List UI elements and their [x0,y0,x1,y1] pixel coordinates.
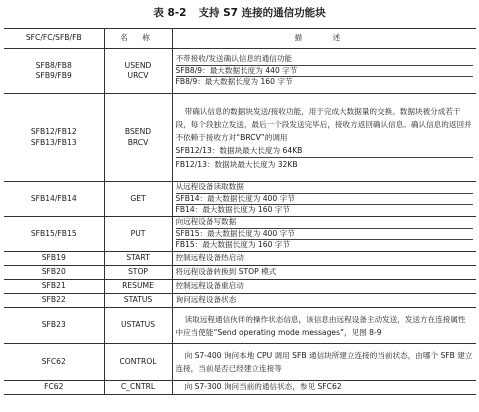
description-line: 控制远程设备重启动 [172,280,476,294]
block-name: STOP [104,266,172,280]
description-line: FB15：最大数据长度为 160 字节 [175,240,290,250]
description-line: FB8/9：最大数据长度为 160 字节 [175,77,293,87]
block-id: SFB23 [4,308,104,344]
block-id: SFB20 [4,266,104,280]
block-cell [4,49,104,94]
table-row [4,280,476,294]
description-line: FB14：最大数据长度为 160 字节 [175,205,290,215]
block-id: SFB14/FB14 [30,193,77,203]
block-name: GET [130,193,146,203]
description-line: 不带接收/发送确认信息的通信功能 [176,54,474,66]
block-id: SFB15/FB15 [30,228,77,238]
description-line: SFB12/13：数据块最大长度为 64KB [176,144,474,158]
block-id: SFB8/FB8 [35,60,72,70]
description-line: SFB14：最大数据长度为 400 字节 [176,194,474,206]
table-number: 表 8-2 [153,7,187,19]
block-name: C_CNTRL [104,381,172,395]
block-name: STATUS [104,294,172,308]
description-paragraph: 带确认信息的数据块发送/接收功能，用于完成大数据量的交换。数据块被分成若干段，每个段独立发送，最后一个段发送完毕后，接收方返回确认信息。确认信息的返回并不依赖于接收方对“BRCV”的调用 [175,106,472,142]
table-row [4,49,476,94]
block-name: URCV [127,71,149,80]
communication-function-table [4,28,476,395]
description-line: SFB8/9：最大数据长度为 440 字节 [176,66,474,78]
description-cell [172,217,476,252]
block-cell [4,182,104,217]
table-row [4,308,476,344]
block-id: SFB13/FB13 [30,137,77,147]
table-title: 支持 S7 连接的通信功能块 [198,7,326,19]
block-id: SFB9/FB9 [35,71,72,80]
name-cell [104,94,172,182]
description-line: 控制远程设备热启动 [172,252,476,266]
description-cell [172,344,476,381]
table-row [4,217,476,252]
description-cell [172,49,476,94]
block-id: FC62 [4,381,104,395]
description-line: 向 S7-300 询问当前的通信状态，参见 SFC62 [172,381,476,395]
block-name: PUT [130,228,146,238]
table-row [4,294,476,308]
table-row [4,266,476,280]
table-caption [0,2,479,24]
block-name: USEND [124,60,152,70]
description-paragraph: 读取远程通信伙伴的操作状态信息，该信息由远程设备主动发送，发送方在连接属性中应当使能“Send operating mode messages”，见图 8-9 [175,314,466,337]
table-row [4,252,476,266]
block-id: SFC62 [4,344,104,381]
description-line: 将远程设备转换到 STOP 模式 [172,266,476,280]
block-name: USTATUS [104,308,172,344]
header-block: SFC/FC/SFB/FB [4,29,104,49]
description-line: 向远程设备写数据 [176,217,474,229]
block-id: SFB21 [4,280,104,294]
description-line: SFB15：最大数据长度为 400 字节 [176,229,474,241]
description-line: 从远程设备读取数据 [176,182,474,194]
block-name: RESUME [104,280,172,294]
block-name: BSEND [124,127,152,136]
description-cell [172,182,476,217]
block-name: CONTROL [104,344,172,381]
name-cell [104,182,172,217]
name-cell [104,217,172,252]
description-paragraph: 向 S7-400 询问本地 CPU 调用 SFB 通信块所建立连接的当前状态，由哪个 SFB 建立连接，当前是否已经建立连接等 [175,351,473,373]
block-cell [4,94,104,182]
description-line: FB12/13：数据块最大长度为 32KB [175,159,298,169]
block-cell [4,217,104,252]
block-name: START [104,252,172,266]
header-description: 描 述 [172,29,476,49]
header-name: 名 称 [104,29,172,49]
block-id: SFB19 [4,252,104,266]
table-row [4,381,476,395]
description-cell [172,308,476,344]
block-name: BRCV [127,137,149,147]
table-row [4,344,476,381]
description-line: 询问远程设备状态 [172,294,476,308]
name-cell [104,49,172,94]
table-row [4,94,476,182]
table-row [4,182,476,217]
block-id: SFB22 [4,294,104,308]
description-cell [172,94,476,182]
header-row [4,29,476,49]
block-id: SFB12/FB12 [30,127,77,136]
